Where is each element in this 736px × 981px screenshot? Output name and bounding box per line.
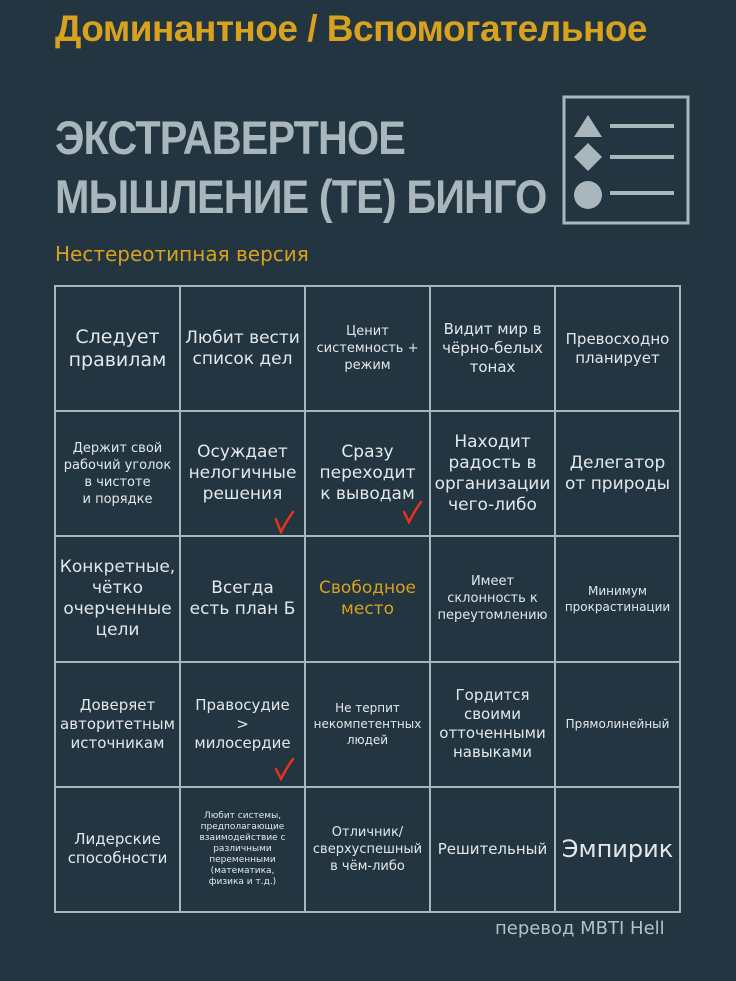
bingo-grid xyxy=(54,285,681,913)
cell-label: Осуждает нелогичные решения xyxy=(188,442,297,505)
cell-label: Находит радость в организации чего-либо xyxy=(434,431,551,515)
free-space-cell[interactable] xyxy=(305,536,430,661)
title-line-1: ЭКСТРАВЕРТНОЕ xyxy=(55,111,406,164)
cell-label: Свободное место xyxy=(319,577,416,619)
bingo-cell[interactable] xyxy=(55,536,180,661)
bingo-cell[interactable] xyxy=(305,787,430,912)
cell-label: Превосходно планирует xyxy=(565,329,670,367)
bingo-cell[interactable] xyxy=(180,286,305,411)
cell-label: Гордится своими отточенными навыками xyxy=(439,686,546,762)
bingo-cell[interactable] xyxy=(305,662,430,787)
bingo-cell[interactable] xyxy=(180,662,305,787)
cell-label: Не терпит некомпетентных людей xyxy=(313,701,422,748)
bingo-cell[interactable] xyxy=(555,411,680,536)
cell-label: Эмпирик xyxy=(561,835,674,864)
bingo-cell[interactable] xyxy=(555,787,680,912)
bingo-cell[interactable] xyxy=(55,411,180,536)
cell-label: Держит свой рабочий уголок в чистоте и порядке xyxy=(63,440,172,507)
cell-label: Правосудие > милосердие xyxy=(194,695,291,752)
bingo-cell[interactable] xyxy=(305,286,430,411)
bingo-cell[interactable] xyxy=(180,536,305,661)
page-title xyxy=(55,108,546,226)
cell-label: Любит вести список дел xyxy=(185,327,300,369)
cell-label: Видит мир в чёрно-белых тонах xyxy=(442,320,543,377)
bingo-cell[interactable] xyxy=(430,662,555,787)
cell-label: Конкретные, чётко очерченные цели xyxy=(59,556,176,640)
checkmark-icon xyxy=(273,510,297,534)
bingo-cell[interactable] xyxy=(430,411,555,536)
translation-credit: перевод MBTI Hell xyxy=(495,918,665,939)
bingo-cell[interactable] xyxy=(555,536,680,661)
bingo-cell[interactable] xyxy=(305,411,430,536)
bingo-cell[interactable] xyxy=(180,411,305,536)
bingo-cell[interactable] xyxy=(555,286,680,411)
bingo-cell[interactable] xyxy=(430,286,555,411)
top-title: Доминантное / Вспомогательное xyxy=(55,8,648,49)
checkmark-icon xyxy=(401,500,425,524)
cell-label: Лидерские способности xyxy=(67,830,168,868)
bingo-cell[interactable] xyxy=(55,286,180,411)
cell-label: Сразу переходит к выводам xyxy=(319,442,416,505)
checkmark-icon xyxy=(273,757,297,781)
cell-label: Доверяет авторитетным источникам xyxy=(60,695,175,752)
cell-label: Ценит системность + режим xyxy=(316,324,419,374)
cell-label: Минимум прокрастинации xyxy=(564,583,671,614)
bingo-cell[interactable] xyxy=(430,787,555,912)
bingo-cell[interactable] xyxy=(430,536,555,661)
title-line-2: МЫШЛЕНИЕ (TE) БИНГО xyxy=(55,170,547,223)
bingo-cell[interactable] xyxy=(55,662,180,787)
cell-label: Решительный xyxy=(437,839,548,858)
cell-label: Любит системы, предполагающие взаимодействие с различными переменными (математика, физика и т.д.) xyxy=(199,810,286,887)
bingo-cell[interactable] xyxy=(180,787,305,912)
subtitle: Нестереотипная версия xyxy=(55,242,309,266)
cell-label: Всегда есть план Б xyxy=(189,577,296,619)
list-shapes-icon xyxy=(562,95,690,225)
cell-label: Отличник/ сверхуспешный в чём-либо xyxy=(312,824,423,874)
bingo-cell[interactable] xyxy=(555,662,680,787)
cell-label: Имеет склонность к переутомлению xyxy=(437,574,548,624)
cell-label: Делегатор от природы xyxy=(564,452,671,494)
cell-label: Прямолинейный xyxy=(565,717,670,732)
bingo-cell[interactable] xyxy=(55,787,180,912)
cell-label: Следует правилам xyxy=(68,325,167,371)
